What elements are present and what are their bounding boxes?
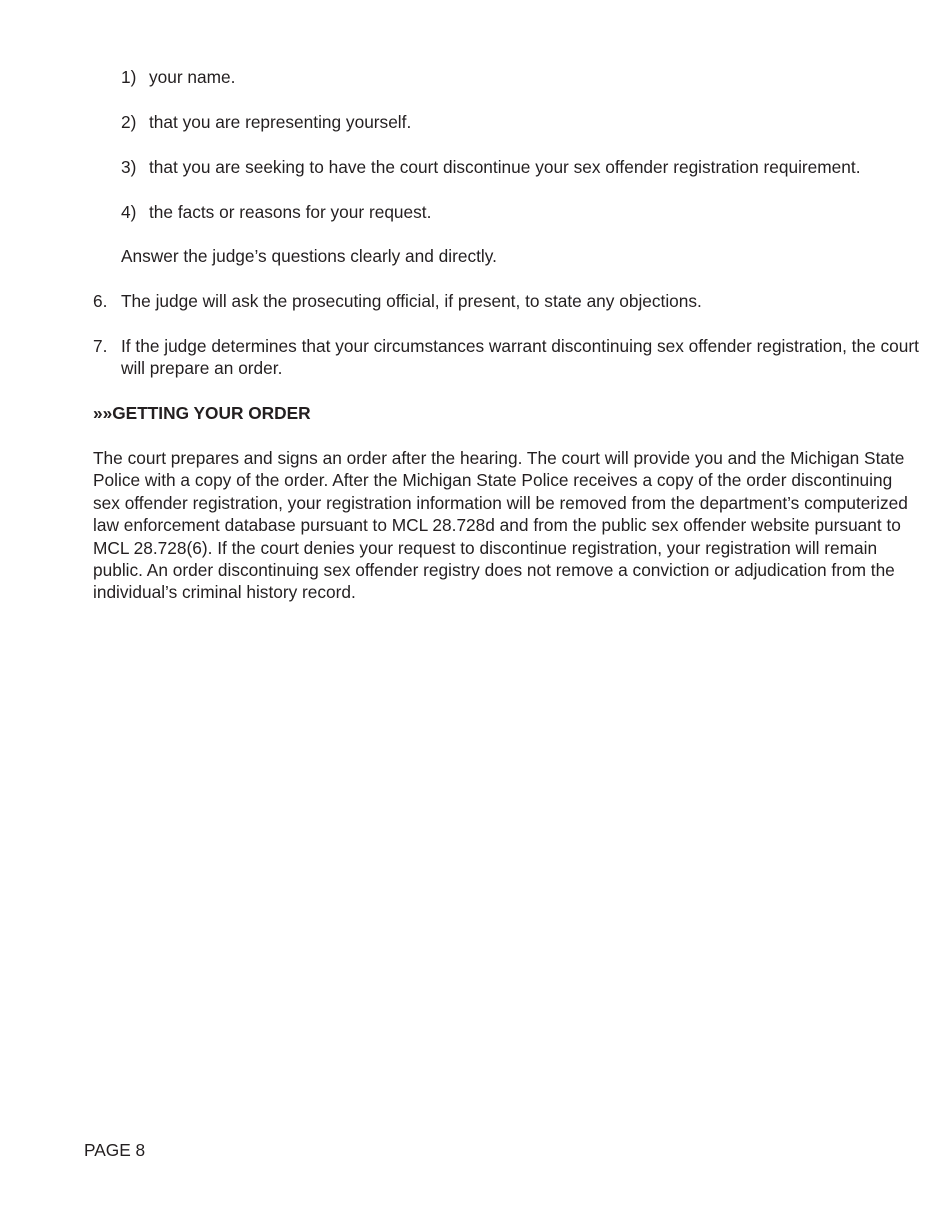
step-number: 6.: [93, 291, 108, 311]
sub-list-text: the facts or reasons for your request.: [149, 202, 432, 222]
sub-list-item-3: [121, 156, 921, 178]
sub-list-number: 3): [121, 157, 137, 177]
section-heading: »»GETTING YOUR ORDER: [93, 403, 311, 423]
sub-list-text: that you are representing yourself.: [149, 112, 412, 132]
answer-instruction: Answer the judge’s questions clearly and directly.: [121, 246, 497, 266]
sub-list-text: that you are seeking to have the court discontinue your sex offender registration requirement.: [149, 157, 861, 177]
step-6: [93, 290, 923, 312]
step-number: 7.: [93, 336, 108, 356]
sub-list-item-1: [121, 66, 921, 88]
step-7: [93, 335, 923, 380]
page-number: PAGE 8: [84, 1140, 146, 1160]
sub-list-text: your name.: [149, 67, 236, 87]
sub-list-number: 2): [121, 112, 137, 132]
section-body-paragraph: The court prepares and signs an order after the hearing. The court will provide you and the Michigan State Police with a copy of the order. After the Michigan State Police receives a copy of the order discontinuing sex offender registration, your registration information will be removed from the department’s computerized law enforcement database pursuant to MCL 28.728d and from the public sex offender website pursuant to MCL 28.728(6). If the court denies your request to discontinue registration, your registration will remain public. An order discontinuing sex offender registry does not remove a conviction or adjudication from the individual’s criminal history record.: [93, 448, 908, 603]
step-text: The judge will ask the prosecuting official, if present, to state any objections.: [121, 291, 702, 311]
sub-list-number: 1): [121, 67, 137, 87]
sub-list-number: 4): [121, 202, 137, 222]
sub-list-item-2: [121, 111, 921, 133]
sub-list-item-4: [121, 201, 921, 223]
step-text: If the judge determines that your circumstances warrant discontinuing sex offender registration, the court will prepare an order.: [121, 336, 919, 379]
